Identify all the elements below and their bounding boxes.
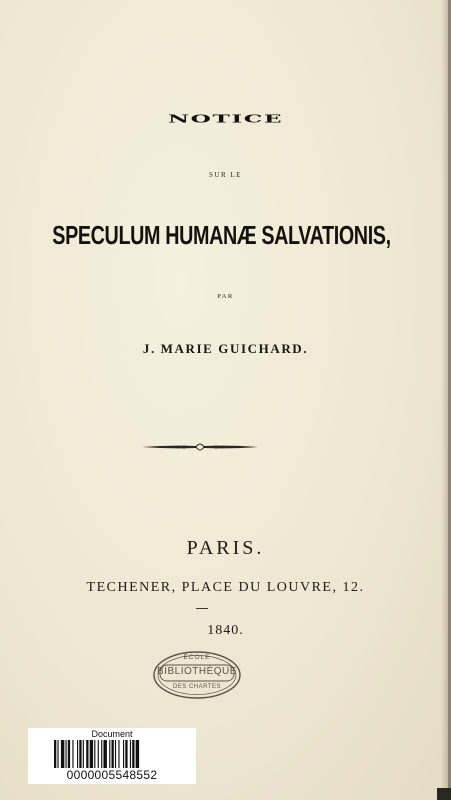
barcode-number: 0000005548552: [66, 768, 158, 782]
library-stamp: [152, 650, 242, 700]
publication-city: PARIS.: [186, 537, 265, 559]
barcode-bar: [68, 740, 70, 768]
stamp-top-text: ÉCOLE: [183, 654, 211, 661]
par-text: PAR: [217, 293, 234, 300]
barcode-bar: [130, 740, 131, 768]
barcode-bar: [77, 740, 78, 768]
stamp-bottom-text: DES CHARTES: [172, 684, 222, 690]
barcode-title: Document: [91, 729, 133, 739]
stamp-middle-text: BIBLIOTHÈQUE: [157, 666, 237, 677]
barcode-bar: [123, 740, 124, 768]
barcode-bar: [54, 740, 56, 768]
publisher-address: TECHENER, PLACE DU LOUVRE, 12.: [86, 580, 365, 595]
barcode-bar: [112, 740, 114, 768]
barcode-bar: [98, 740, 99, 768]
barcode-bar: [94, 740, 95, 768]
barcode-bar: [118, 740, 119, 768]
separator-line: [196, 608, 208, 609]
barcode-bar: [101, 740, 102, 768]
sur-le-text: SUR LE: [209, 171, 242, 179]
barcode-bar: [57, 740, 58, 768]
barcode-label: [28, 728, 196, 784]
barcode-bar: [109, 740, 110, 768]
author-name: J. MARIE GUICHARD.: [142, 341, 309, 356]
barcode-icon: [54, 740, 170, 768]
barcode-bar: [136, 740, 139, 768]
barcode-bar: [132, 740, 134, 768]
corner-shadow: [437, 788, 451, 800]
ornament-rule: [140, 441, 260, 453]
barcode-bar: [125, 740, 127, 768]
barcode-bar: [90, 740, 93, 768]
barcode-bar: [103, 740, 106, 768]
barcode-bar: [66, 740, 67, 768]
barcode-bar: [115, 740, 116, 768]
book-title: SPECULUM HUMANÆ SALVATIONIS,: [52, 220, 391, 250]
barcode-bar: [72, 740, 73, 768]
barcode-bar: [79, 740, 81, 768]
notice-heading: NOTICE: [167, 112, 284, 126]
barcode-bar: [83, 740, 84, 768]
barcode-bar: [86, 740, 88, 768]
barcode-bar: [61, 740, 64, 768]
publication-year: 1840.: [207, 623, 244, 638]
